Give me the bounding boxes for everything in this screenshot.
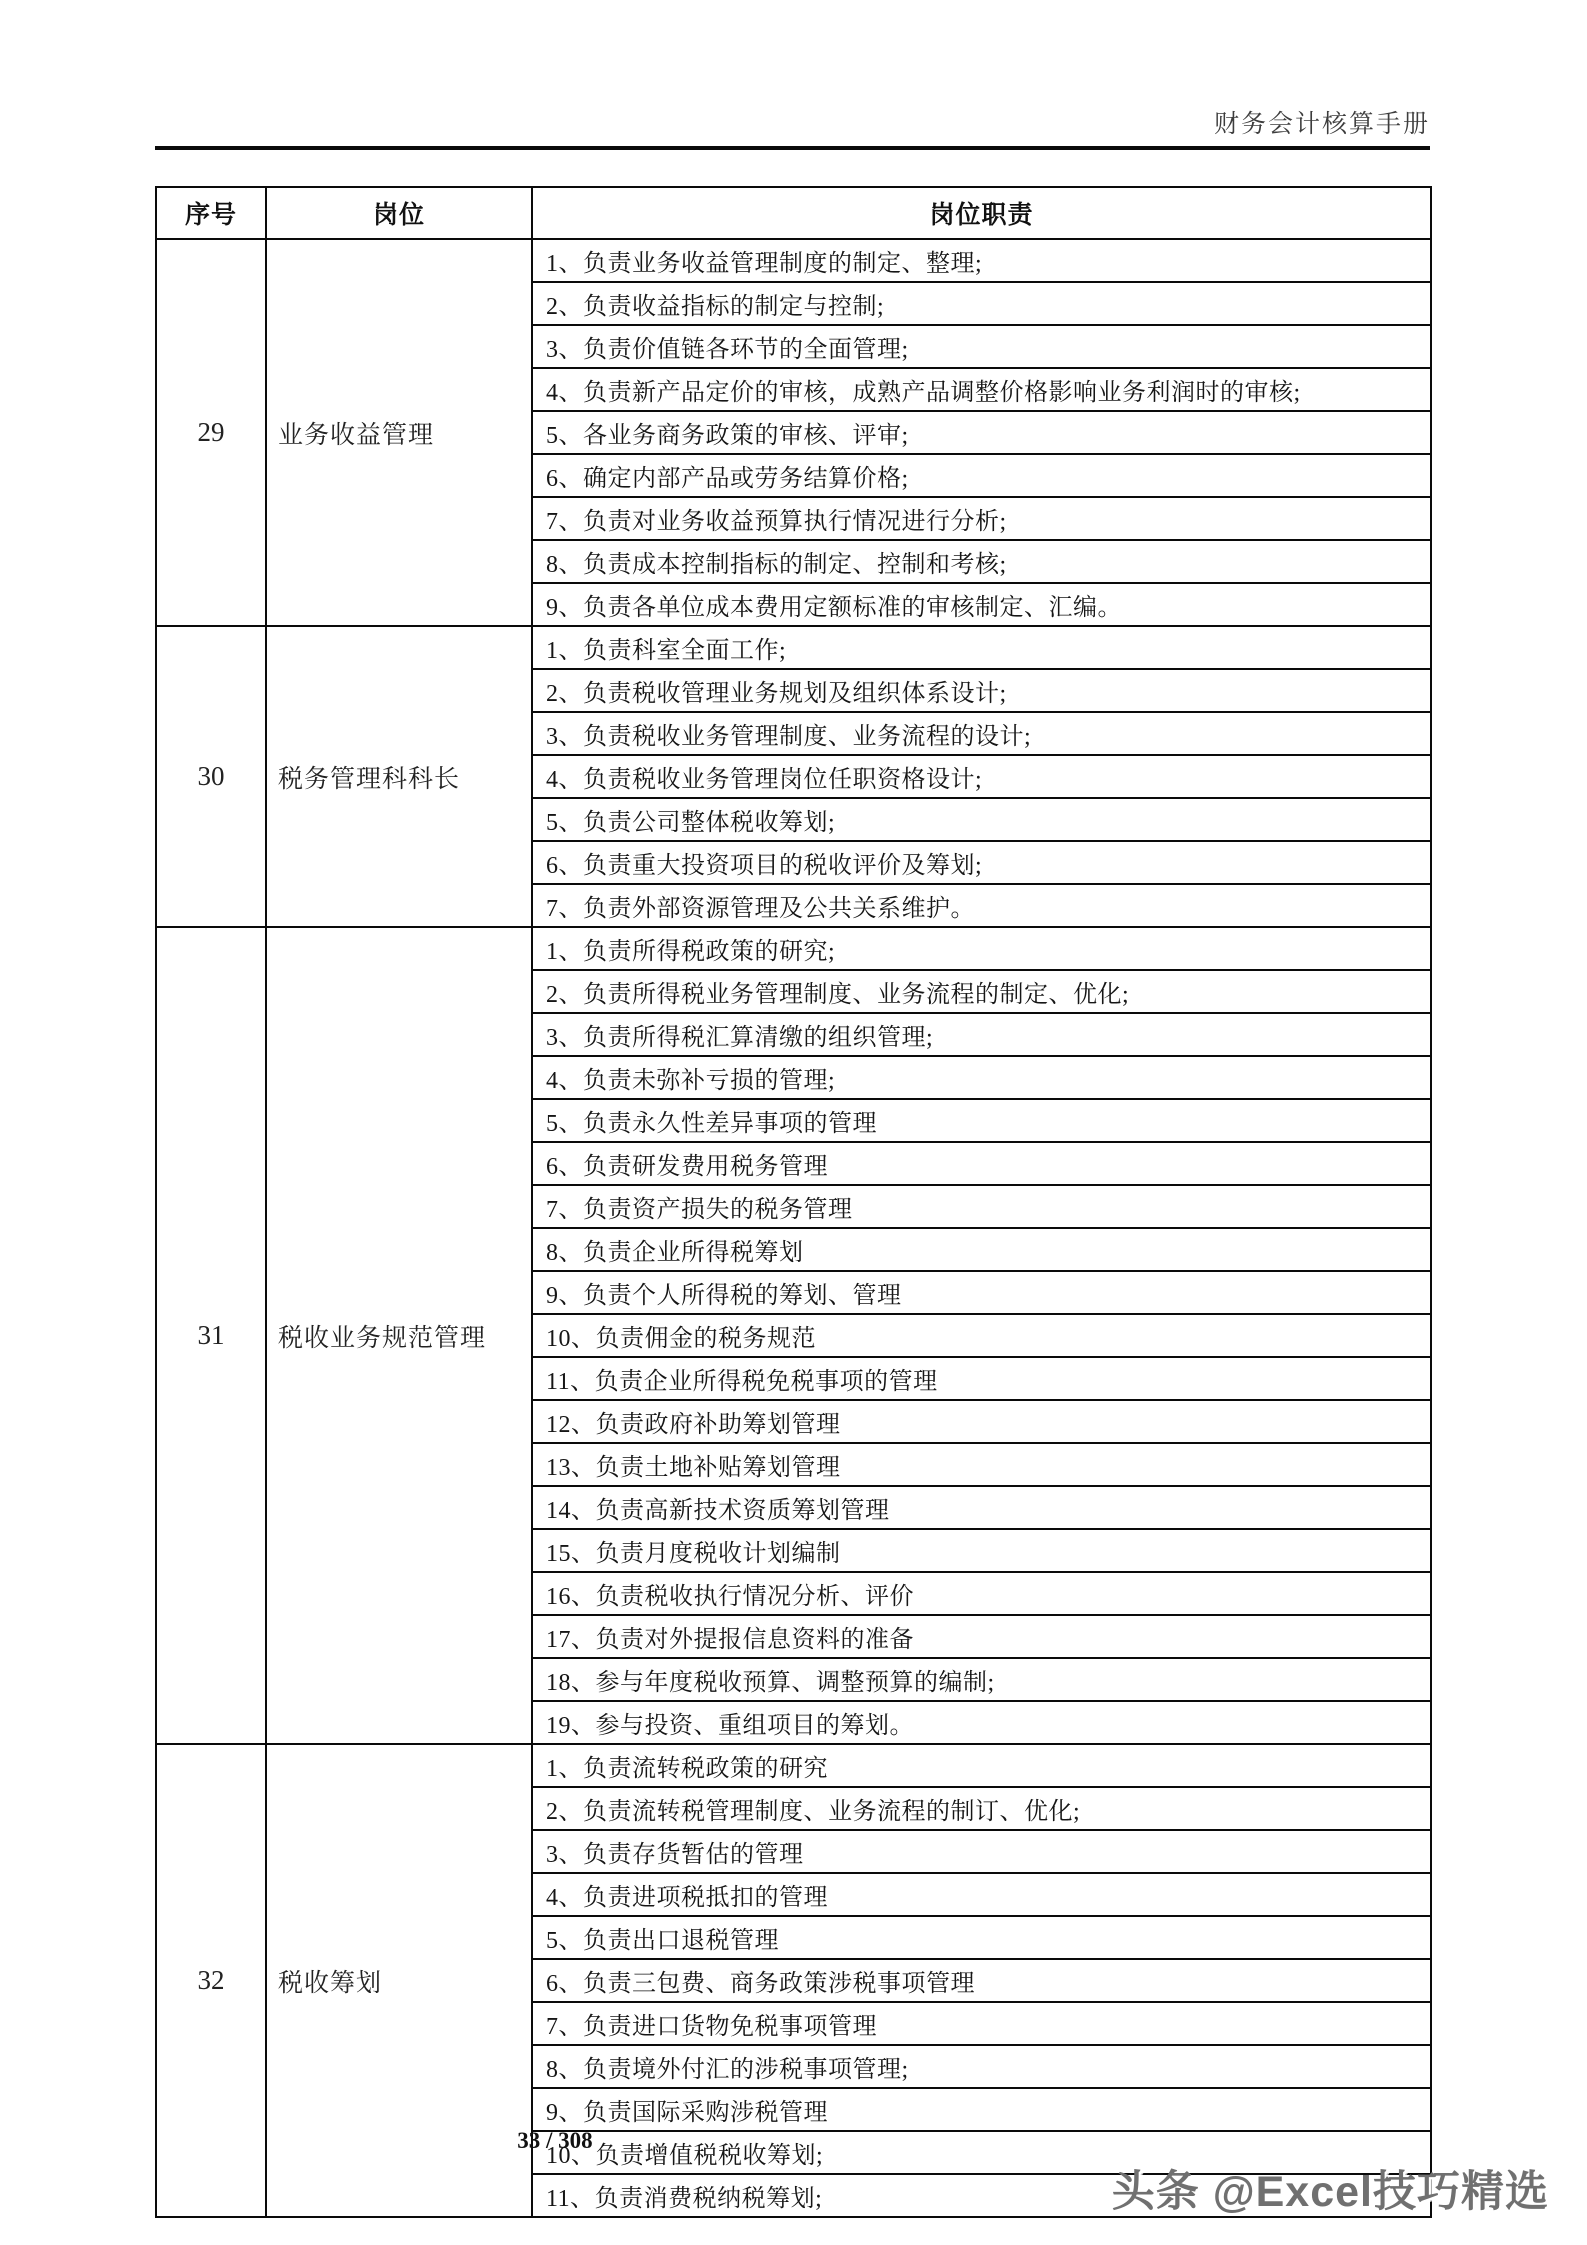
duty-cell: 2、负责税收管理业务规划及组织体系设计; [532,669,1431,712]
position-cell: 业务收益管理 [266,239,532,626]
page-number-indicator: 33 / 308 [517,2128,593,2153]
duty-cell: 5、各业务商务政策的审核、评审; [532,411,1431,454]
duty-cell: 12、负责政府补助筹划管理 [532,1400,1431,1443]
duty-cell: 3、负责价值链各环节的全面管理; [532,325,1431,368]
duty-cell: 1、负责科室全面工作; [532,626,1431,669]
duty-cell: 10、负责增值税税收筹划; [532,2131,1431,2174]
duty-cell: 10、负责佣金的税务规范 [532,1314,1431,1357]
duty-cell: 2、负责收益指标的制定与控制; [532,282,1431,325]
duty-cell: 3、负责所得税汇算清缴的组织管理; [532,1013,1431,1056]
duty-cell: 6、确定内部产品或劳务结算价格; [532,454,1431,497]
duty-cell: 15、负责月度税收计划编制 [532,1529,1431,1572]
header-row [156,187,1431,239]
duty-cell: 9、负责国际采购涉税管理 [532,2088,1431,2131]
duty-cell: 7、负责外部资源管理及公共关系维护。 [532,884,1431,927]
duties-table-header [156,187,1431,239]
duty-cell: 1、负责流转税政策的研究 [532,1744,1431,1787]
row-number-cell: 31 [156,927,266,1744]
duties-table [155,186,1432,2218]
duty-cell: 2、负责流转税管理制度、业务流程的制订、优化; [532,1787,1431,1830]
duty-cell: 14、负责高新技术资质筹划管理 [532,1486,1431,1529]
duty-cell: 8、负责企业所得税筹划 [532,1228,1431,1271]
document-title: 财务会计核算手册 [1213,111,1430,138]
position-cell: 税收业务规范管理 [266,927,532,1744]
duty-cell: 8、负责成本控制指标的制定、控制和考核; [532,540,1431,583]
table-row [156,239,1431,282]
duty-cell: 4、负责新产品定价的审核，成熟产品调整价格影响业务利润时的审核; [532,368,1431,411]
duty-cell: 6、负责三包费、商务政策涉税事项管理 [532,1959,1431,2002]
duty-cell: 11、负责企业所得税免税事项的管理 [532,1357,1431,1400]
duty-cell: 6、负责重大投资项目的税收评价及筹划; [532,841,1431,884]
duty-cell: 9、负责各单位成本费用定额标准的审核制定、汇编。 [532,583,1431,626]
duty-cell: 2、负责所得税业务管理制度、业务流程的制定、优化; [532,970,1431,1013]
duties-table-body [156,239,1431,2217]
duty-cell: 5、负责出口退税管理 [532,1916,1431,1959]
row-number-cell: 29 [156,239,266,626]
duty-cell: 7、负责资产损失的税务管理 [532,1185,1431,1228]
column-header-position: 岗位 [266,187,532,239]
position-cell: 税务管理科科长 [266,626,532,927]
duty-cell: 19、参与投资、重组项目的筹划。 [532,1701,1431,1744]
table-row [156,626,1431,669]
header-divider-rule [155,146,1430,150]
duty-cell: 18、参与年度税收预算、调整预算的编制; [532,1658,1431,1701]
duty-cell: 5、负责公司整体税收筹划; [532,798,1431,841]
duty-cell: 13、负责土地补贴筹划管理 [532,1443,1431,1486]
duty-cell: 17、负责对外提报信息资料的准备 [532,1615,1431,1658]
watermark-text: 头条 @Excel技巧精选 [1111,2168,1549,2216]
row-number-cell: 32 [156,1744,266,2217]
position-cell: 税收筹划 [266,1744,532,2217]
table-row [156,927,1431,970]
row-number-cell: 30 [156,626,266,927]
duty-cell: 1、负责业务收益管理制度的制定、整理; [532,239,1431,282]
duty-cell: 8、负责境外付汇的涉税事项管理; [532,2045,1431,2088]
table-row [156,1744,1431,1787]
duty-cell: 16、负责税收执行情况分析、评价 [532,1572,1431,1615]
duty-cell: 11、负责消费税纳税筹划; [532,2174,1431,2217]
duty-cell: 4、负责未弥补亏损的管理; [532,1056,1431,1099]
duty-cell: 6、负责研发费用税务管理 [532,1142,1431,1185]
duty-cell: 1、负责所得税政策的研究; [532,927,1431,970]
column-header-number: 序号 [156,187,266,239]
column-header-duties: 岗位职责 [532,187,1431,239]
duty-cell: 7、负责进口货物免税事项管理 [532,2002,1431,2045]
duty-cell: 3、负责存货暂估的管理 [532,1830,1431,1873]
duty-cell: 3、负责税收业务管理制度、业务流程的设计; [532,712,1431,755]
duty-cell: 7、负责对业务收益预算执行情况进行分析; [532,497,1431,540]
duty-cell: 9、负责个人所得税的筹划、管理 [532,1271,1431,1314]
duty-cell: 4、负责进项税抵扣的管理 [532,1873,1431,1916]
duty-cell: 5、负责永久性差异事项的管理 [532,1099,1431,1142]
duty-cell: 4、负责税收业务管理岗位任职资格设计; [532,755,1431,798]
